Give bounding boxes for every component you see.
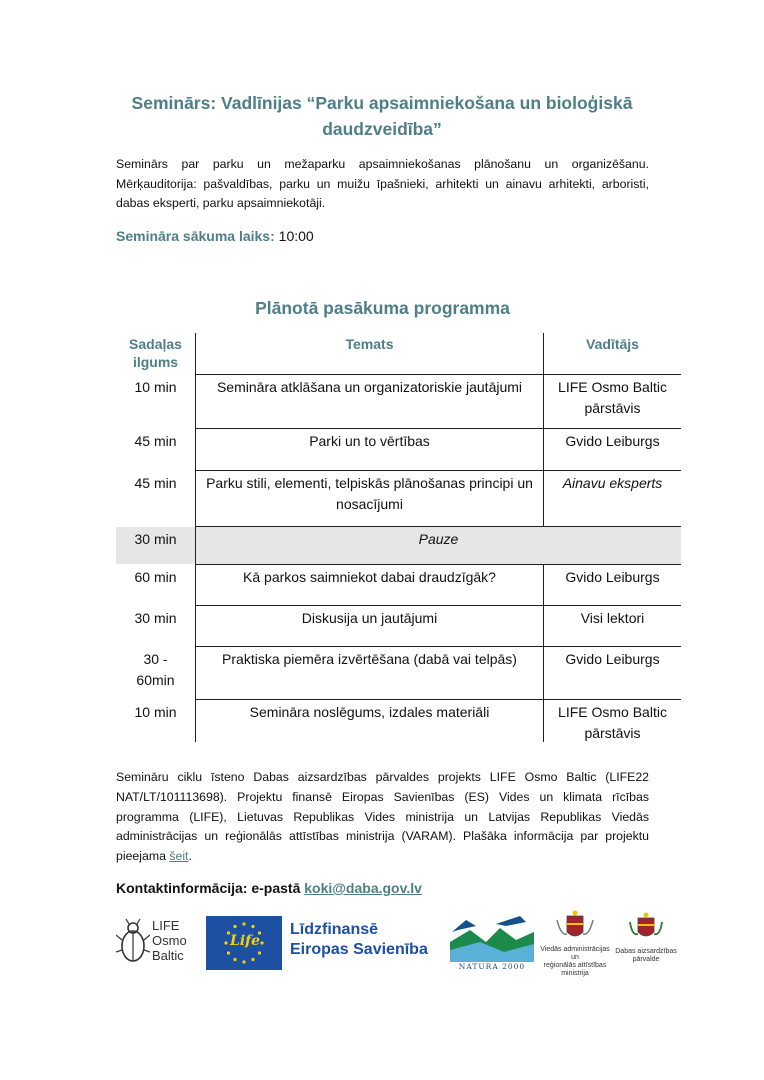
header-topic: Temats: [195, 333, 543, 374]
row-presenter: Ainavu eksperts: [543, 471, 681, 526]
coat-of-arms-icon: [555, 910, 595, 944]
table-row: [116, 647, 681, 699]
footer-text: Semināru ciklu īsteno Dabas aizsardzības pārvaldes projekts LIFE Osmo Baltic (LIFE22 NAT/LT/101113698). Projektu finansē Eiropas Savienības (ES) Vides un klimata rīcības programma (LIFE), Lietuvas Republikas Vides ministrija un Latvijas Republikas Viedās administrācijas un reģionālās attīstības ministrija (VARAM). Plašāka informācija par projektu pieejama: [116, 770, 649, 864]
row-duration: 45 min: [134, 433, 177, 449]
project-info-link[interactable]: šeit: [169, 849, 189, 864]
table-row: [116, 565, 681, 605]
row-topic: Parku stili, elementi, telpiskās plānošanas principi un nosacījumi: [195, 471, 543, 526]
row-duration: 45 min: [134, 475, 177, 491]
varam-line-2: reģionālās attīstības: [543, 962, 607, 969]
eu-life-text: Life: [230, 933, 261, 949]
row-duration: 30 - 60min: [136, 651, 175, 688]
contact-email-link[interactable]: koki@daba.gov.lv: [304, 880, 422, 896]
row-topic: Pauze: [195, 527, 681, 564]
contact-info: [116, 878, 422, 898]
cofunded-eu-logo: [290, 920, 450, 960]
row-presenter: Gvido Leiburgs: [543, 429, 681, 470]
contact-label: Kontaktinformācija: e-pastā: [116, 880, 301, 896]
eu-life-flag-logo: [206, 916, 282, 970]
table-row: [116, 471, 681, 526]
start-time-value: 10:00: [278, 228, 314, 244]
varam-text: [540, 946, 610, 978]
daba-coat-of-arms-icon: [628, 912, 664, 944]
page-title: [110, 90, 654, 142]
row-duration: 60 min: [134, 569, 177, 585]
logo-strip: [116, 910, 676, 980]
natura-2000-logo: [450, 912, 534, 974]
header-duration: [116, 333, 195, 374]
varam-line-3: ministrija: [561, 970, 589, 977]
row-topic: Diskusija un jautājumi: [195, 606, 543, 646]
row-presenter: Gvido Leiburgs: [543, 565, 681, 605]
row-presenter: Gvido Leiburgs: [543, 647, 681, 699]
header-presenter: Vadītājs: [543, 333, 681, 374]
row-presenter: LIFE Osmo Baltic pārstāvis: [543, 700, 681, 742]
cofunded-line-2: Eiropas Savienība: [290, 941, 428, 958]
table-row-pause: [116, 527, 681, 564]
start-time-label: Semināra sākuma laiks:: [116, 228, 275, 244]
table-row: [116, 375, 681, 428]
row-duration: 10 min: [134, 379, 177, 395]
life-osmo-baltic-logo: [116, 914, 202, 972]
life-osmo-text: [152, 918, 187, 963]
title-line-2: daudzveidība”: [322, 119, 442, 139]
cofunded-line-1: Līdzfinansē: [290, 921, 379, 938]
table-row: [116, 606, 681, 646]
program-title: Plānotā pasākuma programma: [255, 298, 510, 318]
life-osmo-line-3: Baltic: [152, 948, 184, 963]
row-duration: 30 min: [134, 610, 177, 626]
row-topic: Semināra noslēgums, izdales materiāli: [195, 700, 543, 742]
footer-end: .: [188, 849, 192, 864]
life-osmo-line-2: Osmo: [152, 933, 187, 948]
header-duration-line-2: ilgums: [132, 354, 179, 370]
intro-paragraph: Seminārs par parku un mežaparku apsaimniekošanas plānošanu un organizēšanu. Mērķauditorija: pašvaldības, parku un muižu īpašnieki, arhitekti un ainavu arhitekti, arboristi, dabas eksperti, parku apsaimniekotāji.: [116, 157, 649, 210]
table-row: [116, 700, 681, 742]
natura-text: NATURA 2000: [458, 962, 526, 971]
natura-landscape-icon: [450, 912, 534, 962]
beetle-icon: [116, 918, 150, 968]
daba-line-1: Dabas aizsardzības: [615, 948, 677, 955]
varam-line-1: Viedās administrācijas un: [540, 946, 610, 961]
title-line-1: Seminārs: Vadlīnijas “Parku apsaimniekošana un bioloģiskā: [131, 93, 633, 113]
row-presenter: Visi lektori: [543, 606, 681, 646]
header-duration-line-1: Sadaļas: [129, 336, 182, 352]
row-topic: Semināra atklāšana un organizatoriskie jautājumi: [195, 375, 543, 428]
daba-logo: [614, 912, 678, 974]
row-topic: Kā parkos saimniekot dabai draudzīgāk?: [195, 565, 543, 605]
life-osmo-line-1: LIFE: [152, 918, 180, 933]
row-topic: Parki un to vērtības: [195, 429, 543, 470]
daba-line-2: pārvalde: [632, 956, 660, 963]
varam-logo: [540, 910, 610, 976]
row-duration: 10 min: [134, 704, 177, 720]
start-time: [116, 226, 314, 246]
table-header: [116, 333, 681, 374]
row-presenter: LIFE Osmo Baltic pārstāvis: [543, 375, 681, 428]
table-row: [116, 429, 681, 470]
daba-text: [614, 948, 678, 964]
row-duration: 30 min: [134, 531, 177, 547]
footer-paragraph: [116, 768, 649, 867]
row-topic: Praktiska piemēra izvērtēšana (dabā vai telpās): [195, 647, 543, 699]
